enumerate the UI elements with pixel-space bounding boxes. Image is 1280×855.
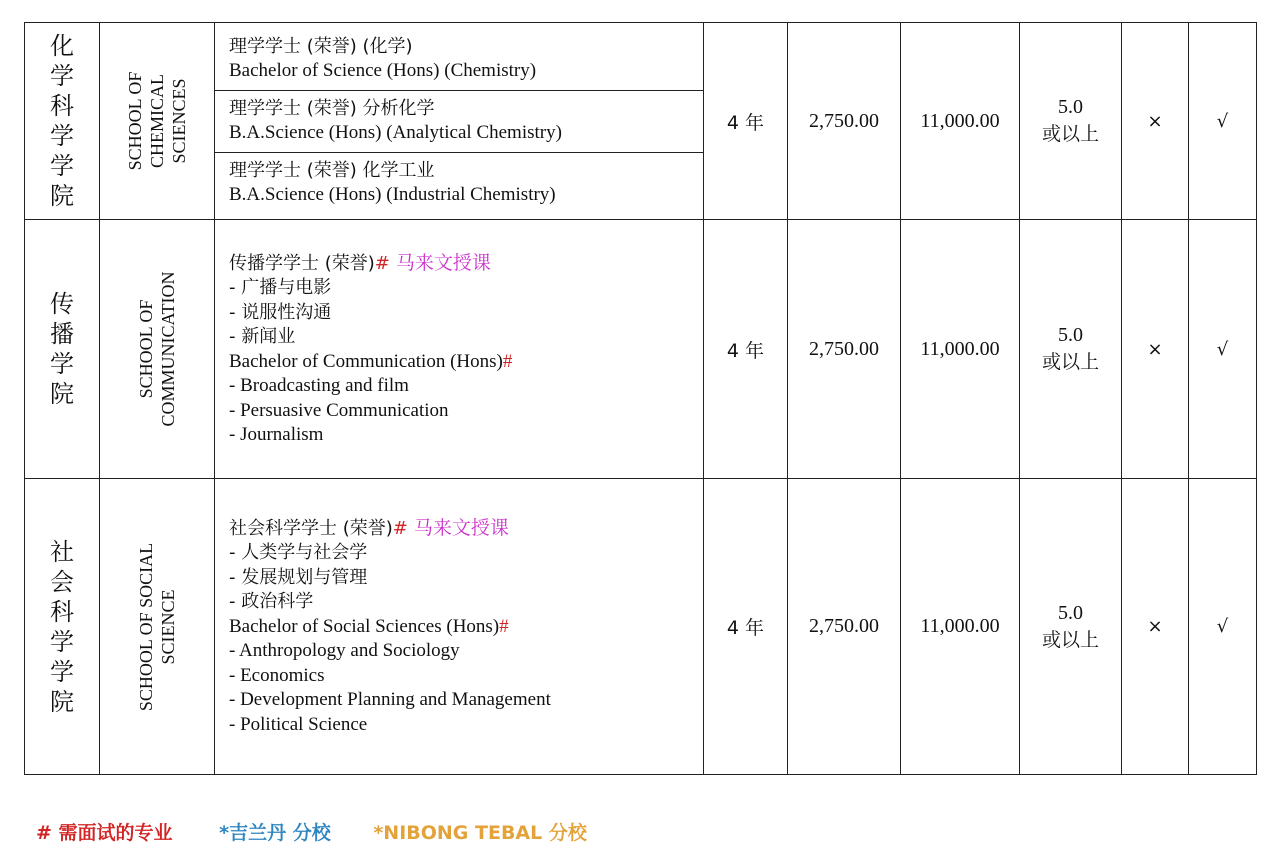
check-mark: √ [1189,220,1257,479]
cross-mark: × [1122,23,1189,220]
legend-interview: # 需面试的专业 [36,822,173,844]
fee-semester: 2,750.00 [788,479,901,775]
faculty-name-cn: 化 学 科 学 学 院 [25,23,100,220]
fee-total: 11,000.00 [901,479,1020,775]
faculty-name-cn: 传 播 学 院 [25,220,100,479]
faculty-name-en: SCHOOL OF CHEMICAL SCIENCES [100,23,215,220]
fee-total: 11,000.00 [901,220,1020,479]
fee-semester: 2,750.00 [788,220,901,479]
programme-cell [215,23,704,220]
malay-medium-note: 马来文授课 [395,251,491,274]
programme-title-cn: 社会科学学士 (荣誉)# 马来文授课 [229,516,509,539]
legend [36,818,587,845]
requirement: 5.0 或以上 [1020,220,1122,479]
programme-cell: 传播学学士 (荣誉)# 马来文授课 - 广播与电影 - 说服性沟通 - 新闻业 Bachelor of Communication (Hons)# - Broadcasting and film - Persuasive Communication - Journalism [215,220,704,479]
fee-semester: 2,750.00 [788,23,901,220]
programme-table [24,22,1257,775]
table-row [25,23,1257,220]
programme-item: 理学学士 (荣誉) (化学) Bachelor of Science (Hons) (Chemistry) [229,35,537,81]
programme-item: 理学学士 (荣誉) 化学工业 B.A.Science (Hons) (Industrial Chemistry) [215,152,703,214]
legend-nibong-tebal-campus: *NIBONG TEBAL 分校 [373,822,587,844]
duration: 4 年 [704,23,788,220]
cross-mark: × [1122,220,1189,479]
cross-mark: × [1122,479,1189,775]
programme-cell: 社会科学学士 (荣誉)# 马来文授课 - 人类学与社会学 - 发展规划与管理 - 政治科学 Bachelor of Social Sciences (Hons)# - Anthropology and Sociology - Economics - Development Planning and Management - Political Science [215,479,704,775]
fee-total: 11,000.00 [901,23,1020,220]
programme-title-en: Bachelor of Social Sciences (Hons)# [229,615,509,637]
requirement: 5.0 或以上 [1020,23,1122,220]
table-row [25,479,1257,775]
faculty-name-en: SCHOOL OF COMMUNICATION [100,220,215,479]
programme-item: 理学学士 (荣誉) 分析化学 B.A.Science (Hons) (Analytical Chemistry) [215,90,703,152]
requirement: 5.0 或以上 [1020,479,1122,775]
programme-title-cn: 传播学学士 (荣誉)# 马来文授课 [229,251,491,274]
table-row [25,220,1257,479]
duration: 4 年 [704,479,788,775]
faculty-name-cn: 社 会 科 学 学 院 [25,479,100,775]
programme-title-en: Bachelor of Communication (Hons)# [229,350,513,372]
check-mark: √ [1189,23,1257,220]
check-mark: √ [1189,479,1257,775]
malay-medium-note: 马来文授课 [413,516,509,539]
duration: 4 年 [704,220,788,479]
faculty-name-en: SCHOOL OF SOCIAL SCIENCE [100,479,215,775]
legend-kelantan-campus: *吉兰丹 分校 [219,822,331,844]
